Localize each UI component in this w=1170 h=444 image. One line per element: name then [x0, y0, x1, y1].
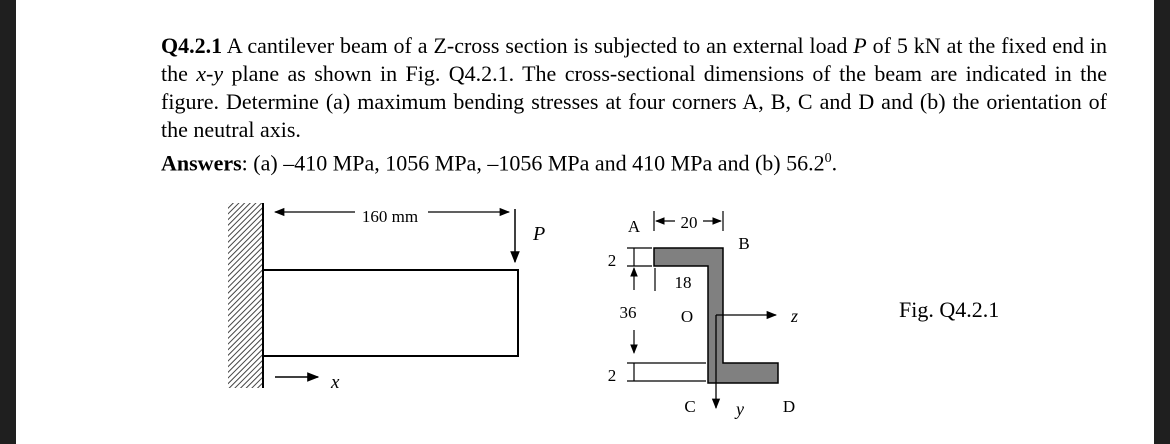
dim-36-label: 36	[619, 303, 637, 322]
corner-a-label: A	[627, 217, 641, 236]
question-text-1: A cantilever beam of a Z-cross section is subjected to an external load	[222, 33, 854, 58]
figure-caption: Fig. Q4.2.1	[899, 297, 1000, 322]
question-text-3: plane as shown in Fig. Q4.2.1. The cross-sectional dimensions of the beam are indicated in the figure. Determine (a) maximum bending stresses at four corners A, B, C and D and (b) the orientation of the neutral axis.	[161, 61, 1107, 142]
fixed-wall-hatch	[228, 203, 262, 388]
beam-body	[263, 270, 518, 356]
answers-end: .	[831, 150, 838, 176]
load-symbol: P	[853, 33, 867, 58]
answers-label: Answers	[161, 150, 242, 176]
x-axis-label: x	[331, 372, 340, 393]
answers-degree: 0	[824, 151, 832, 166]
question-number: Q4.2.1	[161, 33, 223, 58]
y-axis-label: y	[736, 399, 744, 419]
z-cross-section	[608, 211, 798, 419]
dim-18-label: 18	[674, 273, 692, 292]
cantilever-beam-diagram	[228, 203, 545, 393]
answers-text: : (a) –410 MPa, 1056 MPa, –1056 MPa and 410 MPa and (b) 56.2	[241, 150, 825, 176]
load-label: P	[533, 223, 546, 245]
corner-b-label: B	[738, 234, 750, 253]
dim-top-2-label: 2	[607, 251, 617, 270]
dim-bottom-2-label: 2	[607, 366, 617, 385]
question-text-2: of 5 kN at the fixed end in the	[161, 33, 1107, 86]
corner-d-label: D	[782, 397, 796, 416]
z-axis-label: z	[791, 306, 799, 326]
plane-name: x-y	[196, 61, 224, 86]
length-label: 160 mm	[361, 207, 419, 226]
dim-20-label: 20	[680, 213, 698, 232]
corner-c-label: C	[684, 397, 696, 416]
origin-label: O	[680, 307, 694, 326]
